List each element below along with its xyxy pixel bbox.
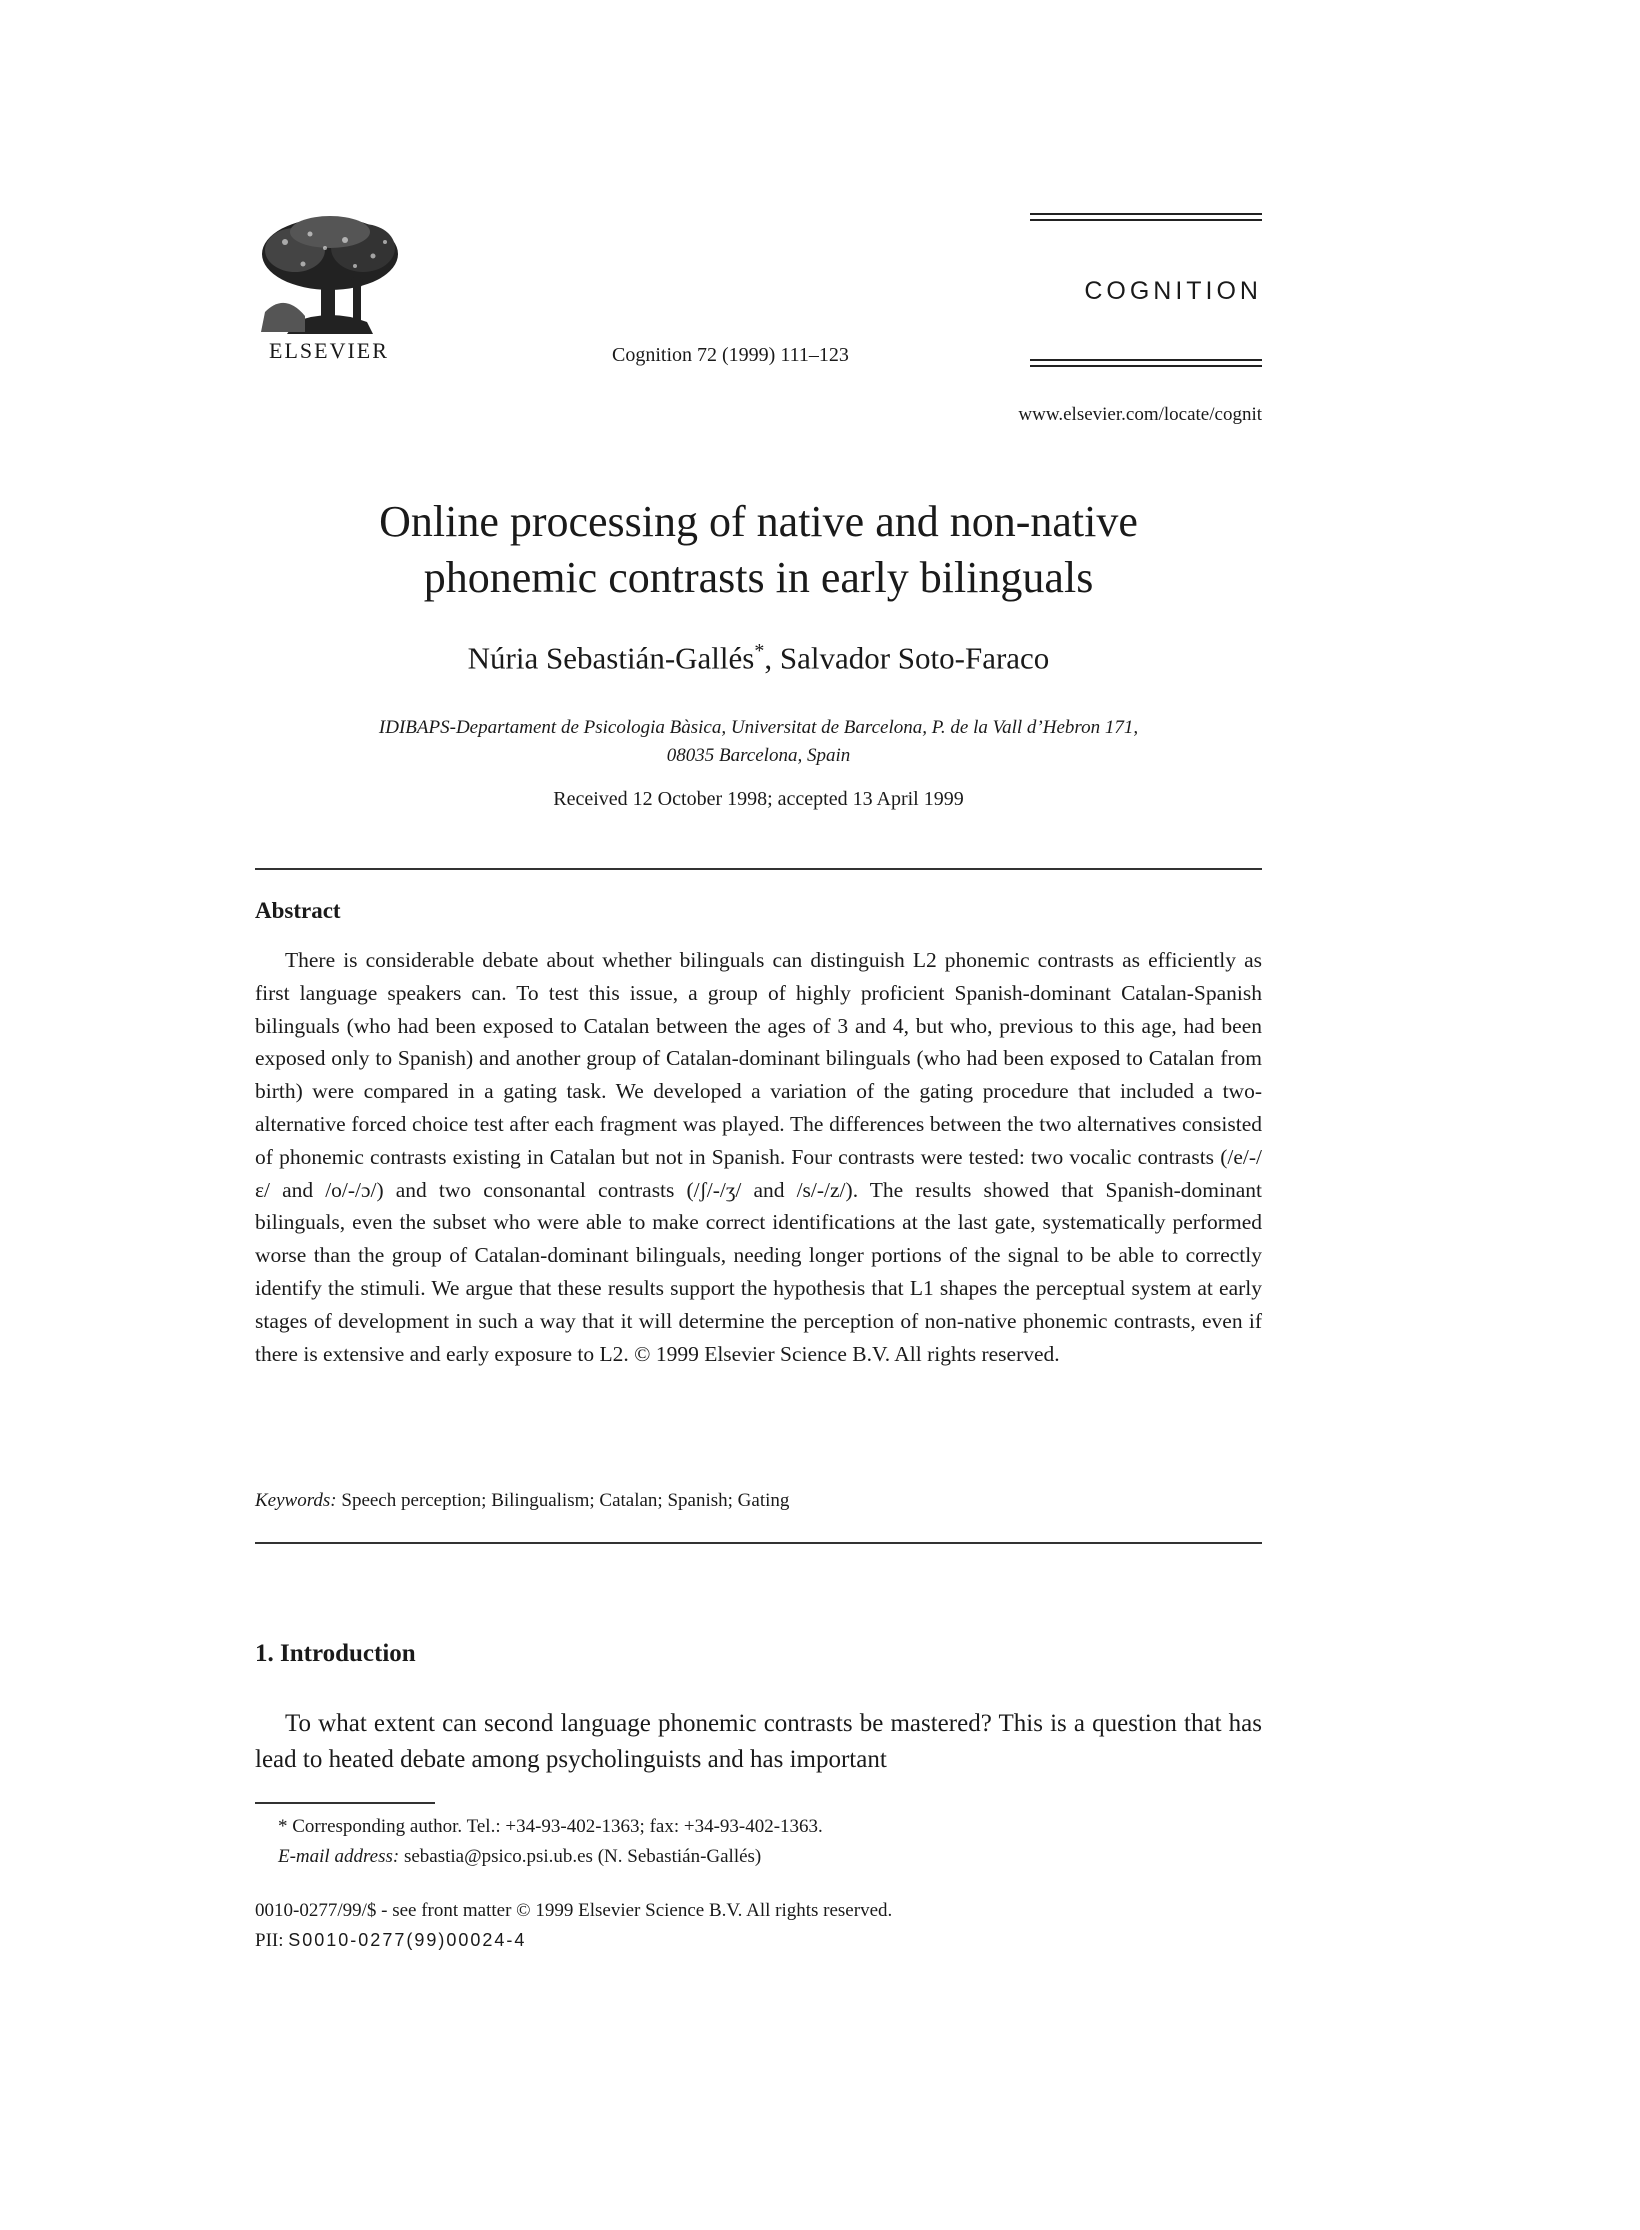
section-heading: 1. Introduction [255, 1640, 416, 1667]
affiliation-line: 08035 Barcelona, Spain [666, 745, 851, 766]
corresponding-author-marker: * [754, 640, 765, 662]
section-divider [255, 868, 1262, 870]
author-name: Núria Sebastián-Gallés [467, 640, 755, 676]
title-line: Online processing of native and non-native [379, 497, 1138, 546]
pii-line [255, 1930, 526, 1952]
abstract-text: There is considerable debate about whether bilinguals can distinguish L2 phonemic contrasts as efficiently as first language speakers can. To test this issue, a group of highly proficient Spanish-dominant Catalan-Spanish bilinguals (who had been exposed to Catalan between the ages of 3 and 4, but who, previous to this age, had been exposed only to Spanish) and another group of Catalan-dominant bilinguals (who had been exposed to Catalan from birth) were compared in a gating task. We developed a variation of the gating procedure that included a two-alternative forced choice test after each fragment was played. The differences between the two alternatives consisted of phonemic contrasts existing in Catalan but not in Spanish. Four contrasts were tested: two vocalic contrasts (/e/-/ɛ/ and /o/-/ɔ/) and two consonantal contrasts (/ʃ/-/ʒ/ and /s/-/z/). The results showed that Spanish-dominant bilinguals, even the subset who were able to make correct identifications at the last gate, systematically performed worse than the group of Catalan-dominant bilinguals, needing longer portions of the signal to be able to correctly identify the stimuli. We argue that these results support the hypothesis that L1 shapes the perceptual system at early stages of development in such a way that it will determine the perception of non-native phonemic contrasts, even if there is extensive and early exposure to L2. © 1999 Elsevier Science B.V. All rights reserved. [255, 948, 1262, 1366]
title-line: phonemic contrasts in early bilinguals [423, 553, 1094, 602]
journal-citation: Cognition 72 (1999) 111–123 [612, 344, 849, 366]
publisher-name: ELSEVIER [269, 338, 389, 363]
footnote-email [278, 1846, 761, 1868]
keywords-list: Speech perception; Bilingualism; Catalan; Spanish; Gating [336, 1490, 790, 1511]
received-dates: Received 12 October 1998; accepted 13 April 1999 [553, 788, 964, 810]
abstract-heading: Abstract [255, 898, 341, 923]
author-list [255, 640, 1262, 676]
journal-name: COGNITION [1084, 277, 1262, 305]
pii-code: S0010-0277(99)00024-4 [288, 1930, 527, 1950]
pii-label: PII: [255, 1930, 289, 1951]
header-rule [1030, 213, 1262, 215]
header-rule [1030, 359, 1262, 361]
author-name: , Salvador Soto-Faraco [764, 640, 1050, 676]
footnote-corresponding-author: * Corresponding author. Tel.: +34-93-402-1363; fax: +34-93-402-1363. [278, 1816, 823, 1837]
keywords [255, 1490, 1262, 1512]
keywords-label: Keywords: [255, 1490, 337, 1511]
header-rule [1030, 365, 1262, 367]
paper-title [255, 494, 1262, 606]
footnote-rule [255, 1802, 435, 1804]
affiliation-line: IDIBAPS-Departament de Psicologia Bàsica, Universitat de Barcelona, P. de la Vall d’Hebron 171, [378, 717, 1139, 738]
email-label: E-mail address: [278, 1846, 400, 1867]
affiliation [255, 714, 1262, 770]
body-paragraph: To what extent can second language phonemic contrasts be mastered? This is a question that has lead to heated debate among psycholinguists and has important [255, 1710, 1262, 1773]
email-address[interactable]: sebastia@psico.psi.ub.es (N. Sebastián-Gallés) [399, 1846, 762, 1867]
journal-url[interactable]: www.elsevier.com/locate/cognit [1018, 404, 1262, 425]
header-rule [1030, 219, 1262, 221]
section-divider [255, 1542, 1262, 1544]
copyright-line: 0010-0277/99/$ - see front matter © 1999 Elsevier Science B.V. All rights reserved. [255, 1900, 893, 1921]
